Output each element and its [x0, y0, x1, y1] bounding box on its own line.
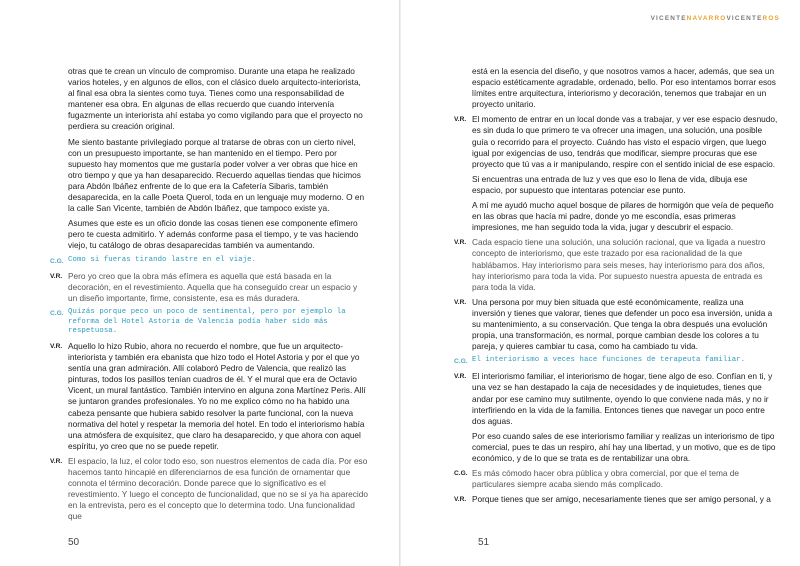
entry-text — [68, 308, 368, 337]
speaker-label: C.G. — [50, 257, 64, 265]
answer-entry — [454, 468, 779, 490]
answer-entry — [454, 371, 779, 464]
speaker-label: V.R. — [50, 342, 63, 350]
answer-entry — [454, 297, 779, 352]
header-suffix: ROS — [762, 15, 780, 22]
entry-paragraph: A mí me ayudó mucho aquel bosque de pilares de hormigón que veía de pequeño en las obras que hacía mi padre, donde yo me escondía, esas primeras impresiones, me han seguido toda la vida, jugar y descubrir el espacio. — [472, 200, 774, 233]
entry-text — [472, 297, 779, 352]
entry-text — [472, 371, 779, 464]
continued-answer — [68, 66, 368, 252]
speaker-label: V.R. — [454, 298, 467, 306]
entry-text — [68, 341, 368, 452]
entry-paragraph: Cada espacio tiene una solución, una solución racional, que va ligada a nuestro concepto de interiorismo, que este trazado por esa racionalidad de la que hablábamos. Hay interiorismo para seis meses, hay interiorismo para dos años, hay interiorismo para toda la vida. Por supuesto nuestra apuesta de entrada es para toda la vida. — [472, 237, 766, 292]
header-last-name: VICENTE — [726, 15, 763, 22]
answer-entry — [50, 341, 368, 452]
speaker-label: V.R. — [454, 496, 467, 504]
entry-text — [472, 237, 779, 292]
answer-entry — [50, 456, 368, 523]
speaker-label: V.R. — [454, 116, 467, 124]
header-middle-name: NAVARRO — [686, 15, 727, 22]
left-page-column — [50, 66, 368, 526]
entry-paragraph: Es más cómodo hacer obra pública y obra comercial, por que el tema de particulares siempre acaba siendo más complicado. — [472, 468, 740, 490]
running-header — [651, 15, 780, 22]
answer-paragraph: está en la esencia del diseño, y que nosotros vamos a hacer, además, que sea un espacio estéticamente agradable, ordenado, bello. Por eso intentamos borrar esos límites entre arquitectura, interiorismo y decoración, tenemos que trabajar en un proyecto unitario. — [472, 66, 776, 110]
entry-text — [68, 456, 368, 523]
question-entry — [50, 256, 368, 267]
speaker-label: V.R. — [454, 373, 467, 381]
entry-text — [472, 494, 779, 505]
speaker-label: C.G. — [50, 309, 64, 317]
entry-paragraph: El espacio, la luz, el color todo eso, son nuestros elementos de cada día. Por eso hacemos tanto hincapié en diferenciarnos de esa función de ornamentar que connota el término decoración. Donde parece que lo significativo es el revestimiento. Y luego el concepto de funcionalidad, que no se si ya ha aparecido en la entrevista, pero es el concepto que lo determina todo. Una funcionalidad que — [68, 455, 368, 522]
header-first-name: VICENTE — [650, 15, 687, 22]
answer-paragraph: otras que te crean un vínculo de compromiso. Durante una etapa he realizado varios hoteles, y en algunos de ellos, con el clásico duelo arquitecto-interiorista, al final esa obra la sientes como tuya. Tienes como una responsabilidad de mantener esa obra. En algunas de ellas recuerdo que cuando intervenía fugazmente un interiorista ahí estaba yo como vigilando para que el proyecto no perdiera su creación original. — [68, 66, 363, 132]
entry-text — [68, 256, 368, 267]
entry-text — [472, 114, 779, 233]
entry-paragraph: Por eso cuando sales de ese interiorismo familiar y realizas un interiorismo de tipo comercial, pues te das un respiro, ahí hay una libertad, y un motivo, que es de tipo económico, y de lo que se trata es de rentabilizar una obra. — [472, 430, 776, 463]
speaker-label: V.R. — [50, 457, 63, 465]
answer-entry — [454, 237, 779, 292]
left-page-number: 50 — [68, 537, 80, 548]
entry-paragraph: Pero yo creo que la obra más efímera es aquella que está basada en la decoración, en el revestimiento. Aquella que ha conseguido crear un espacio y un diseño importante, firme, consistente, esa es más duradera. — [68, 270, 358, 303]
entry-paragraph: Como si fueras tirando lastre en el viaje. — [68, 255, 257, 264]
entry-paragraph: Una persona por muy bien situada que esté económicamente, realiza una inversión y tienes que valorar, tienes que defender un poco esa inversión, unida a su mantenimiento, a su conservación. Que tenga la obra después una evolución propia, una transformación, es normal, porque cambian desde los colores a tu pareja, y quieres cambiar tu casa, como ha cambiado tu vida. — [472, 296, 773, 352]
answer-entry — [454, 114, 779, 233]
speaker-label: C.G. — [454, 470, 468, 478]
speaker-label: V.R. — [50, 272, 63, 280]
entry-paragraph: El interiorismo familiar, el interiorismo de hogar, tiene algo de eso. Confían en ti, y una vez se han destapado la caja de necesidades y de inquietudes, tienes que andar por ese camino muy sutilmente, oyendo lo que conviene nada más, y no ir interfiriendo en la vida de la familia. Entonces tienes que navegar un poco entre dos aguas. — [472, 371, 773, 426]
right-page-number: 51 — [478, 537, 490, 548]
entry-paragraph: Aquello lo hizo Rubio, ahora no recuerdo el nombre, que fue un arquitecto-interiorista y también era ebanista que hizo todo el Hotel Astoria y por el que yo sentía una gran admiración. Allí colaboró Pedro de Valencia, que realizó las pinturas, todos los pasillos tenían cuadros de él. Y el mural que era de Octavio Vicent, un mural fantástico. También intervino en alguna zona Martínez Peris. Allí se juntaron grandes profesionales. Yo no me explico cómo no ha habido una cabeza pensante que hubiera sabido resolver la parte funcional, con la nueva normativa del hotel y respetar la memoria del hotel. En todo el interiorismo había una atmósfera de exquisitez, que claro ha desaparecido, y que ahora con aquel espíritu, yo creo que no se puede repetir. — [68, 340, 366, 451]
answer-paragraph: Asumes que este es un oficio donde las cosas tienen ese componente efímero pero te cuesta admitirlo. Y además conforme pasa el tiempo, y te vas haciendo viejo, tu catálogo de obras desaparecidas también va aumentando. — [68, 218, 359, 251]
speaker-label: V.R. — [454, 239, 467, 247]
entry-text — [472, 468, 779, 490]
question-entry — [454, 356, 779, 367]
answer-paragraph: Me siento bastante privilegiado porque al tratarse de obras con un cierto nivel, con un presupuesto importante, se han mantenido en el tiempo. Pero por supuesto hay momentos que me gustaría poder volver a ver obras que hice en otro tiempo y que ya han desaparecido. Recuerdo aquellas tiendas que hicimos para Abdón Ibáñez enfrente de lo que era la Cafetería Sibaris, también desaparecida, en la calle Poeta Querol, toda en un lenguaje muy moderno. O en la calle San Vicente, también de Abdón Ibáñez, que tampoco existe ya. — [68, 136, 365, 214]
continued-answer — [472, 66, 779, 110]
speaker-label: C.G. — [454, 358, 468, 366]
entry-paragraph: Porque tienes que ser amigo, necesariamente tienes que ser amigo personal, y a — [472, 494, 771, 505]
entry-text — [68, 271, 368, 304]
page-gutter — [399, 0, 401, 566]
entry-paragraph: Quizás porque peco un poco de sentimental, pero por ejemplo la reforma del Hotel Astoria de Valencia podía haber sido más respetuosa. — [68, 307, 346, 336]
entry-paragraph: El interiorismo a veces hace funciones de terapeuta familiar. — [472, 356, 746, 365]
answer-entry — [454, 494, 779, 505]
right-page-column — [454, 66, 779, 509]
answer-entry — [50, 271, 368, 304]
entry-paragraph: Si encuentras una entrada de luz y ves que eso lo llena de vida, dibuja ese espacio, por supuesto que intentaras potenciar ese punto. — [472, 173, 748, 195]
question-entry — [50, 308, 368, 337]
entry-paragraph: El momento de entrar en un local donde vas a trabajar, y ver ese espacio desnudo, es sin duda lo que primero te va ofrecer una imagen, una solución, una posible guía o recorrido para el proyecto. Cuándo has visto el espacio virgen, que luego igual por exigencias de uso, tendrás que modificar, siempre procuras que ese proyecto que tú vas a ir manipulando, respire con el sentido inicial de ese espacio. — [472, 114, 778, 169]
entry-text — [472, 356, 779, 367]
